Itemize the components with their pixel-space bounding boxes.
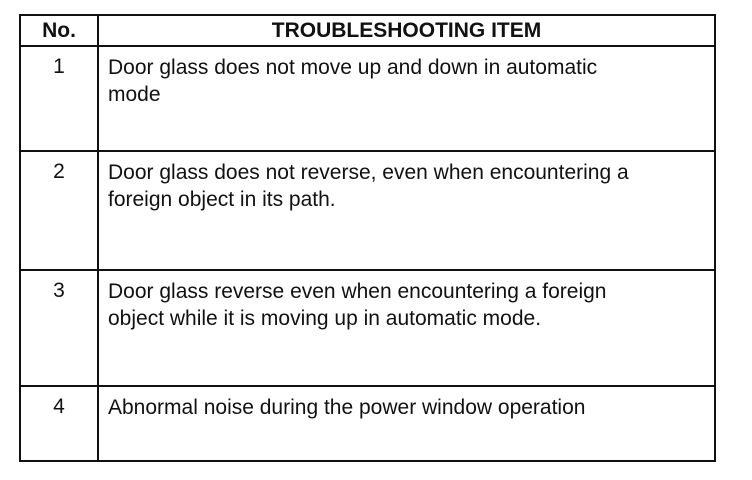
row-number: 1 bbox=[53, 55, 65, 78]
table-row bbox=[21, 387, 714, 460]
table-row bbox=[21, 271, 714, 387]
row-description: Door glass does not move up and down in automatic mode bbox=[108, 56, 598, 106]
table-header-row bbox=[21, 16, 714, 47]
table-row bbox=[21, 152, 714, 271]
row-number-cell bbox=[21, 387, 99, 460]
row-description: Door glass does not reverse, even when encountering a foreign object in its path. bbox=[108, 161, 629, 211]
row-number: 3 bbox=[53, 279, 65, 302]
header-no: No. bbox=[21, 16, 99, 45]
row-item-cell bbox=[99, 271, 714, 385]
row-number-cell bbox=[21, 47, 99, 150]
troubleshooting-table bbox=[19, 14, 716, 462]
row-item-cell bbox=[99, 47, 714, 150]
table-row bbox=[21, 47, 714, 152]
row-number: 4 bbox=[53, 395, 65, 418]
row-number-cell bbox=[21, 152, 99, 269]
row-item-cell bbox=[99, 387, 714, 460]
header-troubleshooting-item: TROUBLESHOOTING ITEM bbox=[271, 18, 542, 42]
row-description: Door glass reverse even when encountering a foreign object while it is moving up in automatic mode. bbox=[108, 280, 607, 330]
row-number: 2 bbox=[53, 160, 65, 183]
row-description: Abnormal noise during the power window operation bbox=[108, 396, 586, 419]
row-item-cell bbox=[99, 152, 714, 269]
row-number-cell bbox=[21, 271, 99, 385]
